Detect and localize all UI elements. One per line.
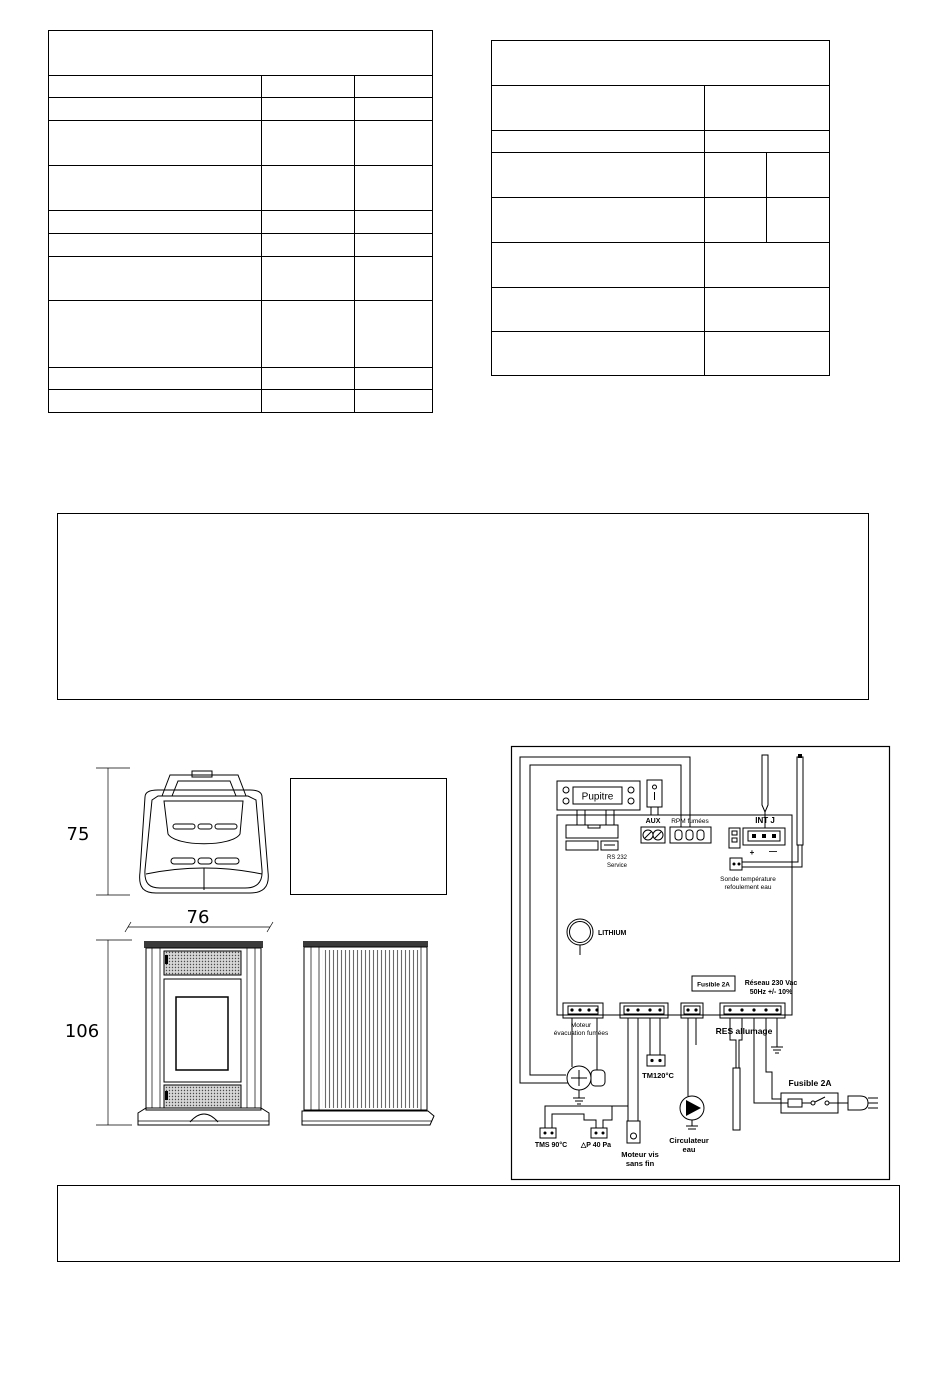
table-cell: [49, 257, 262, 301]
table-row: [492, 332, 830, 376]
table-cell: [705, 332, 830, 376]
table-cell: [262, 98, 355, 121]
table-cell: [49, 166, 262, 211]
table-row: [492, 288, 830, 332]
sonde-label-1: Sonde température: [720, 876, 776, 883]
top-grille: [164, 951, 241, 975]
pupitre-label: Pupitre: [581, 791, 614, 803]
table-cell: [705, 131, 830, 153]
tms-label: TMS 90°C: [534, 1142, 568, 1149]
minus-label: —: [769, 847, 777, 856]
reseau-label-1: Réseau 230 Vac: [744, 980, 798, 987]
table-cell: [262, 121, 355, 166]
table-cell: [49, 390, 262, 413]
table-row: [492, 198, 830, 243]
table-cell: [262, 211, 355, 234]
table-cell: [355, 211, 433, 234]
vis-label-1: Moteur vis: [621, 1150, 659, 1159]
table-cell: [355, 368, 433, 390]
circ-label-1: Circulateur: [669, 1136, 709, 1145]
table-cell: [705, 243, 830, 288]
table-cell: [262, 390, 355, 413]
wiring-diagram: [511, 746, 890, 1180]
table-row: [49, 368, 433, 390]
width-label: 76: [186, 907, 210, 928]
table-row: [492, 131, 830, 153]
table-cell: [49, 301, 262, 368]
rs232-label: RS 232: [606, 855, 628, 861]
plus-label: +: [749, 848, 755, 857]
table-row: [492, 86, 830, 131]
top-cap: [303, 941, 428, 947]
table-cell: [355, 234, 433, 257]
spec-table-left: [48, 30, 433, 413]
table-cell: [355, 76, 433, 98]
table-cell: [262, 368, 355, 390]
table-cell: [355, 257, 433, 301]
table-row: [49, 166, 433, 211]
table-cell: [262, 234, 355, 257]
table-cell: [355, 166, 433, 211]
aux-label: AUX: [645, 818, 661, 825]
stove-side-view: [302, 941, 434, 1125]
intj-label: INT J: [755, 816, 775, 825]
table-cell: [705, 86, 830, 131]
table-row: [49, 234, 433, 257]
depth-label: 75: [66, 824, 90, 845]
table-cell: [492, 86, 705, 131]
table-cell: [355, 301, 433, 368]
table-cell: [49, 98, 262, 121]
table-cell: [49, 121, 262, 166]
depth-dimension: [67, 768, 130, 895]
moteur-label-2: évacuation fumées: [553, 1030, 609, 1037]
stove-base: [138, 1108, 269, 1125]
tm120-label: TM120°C: [642, 1071, 674, 1080]
dimension-note-box: [290, 778, 447, 895]
table-row: [49, 98, 433, 121]
table-cell: [355, 121, 433, 166]
table-cell: [767, 198, 830, 243]
door-glass: [176, 997, 228, 1070]
table-row: [49, 257, 433, 301]
table-cell: [355, 98, 433, 121]
lithium-label: LITHIUM: [598, 930, 627, 937]
stove-base: [302, 1111, 434, 1125]
table-row: [49, 121, 433, 166]
table-cell: [49, 211, 262, 234]
table-row: [492, 243, 830, 288]
table-cell: [492, 153, 705, 198]
table-row: [49, 301, 433, 368]
table-cell: [492, 288, 705, 332]
notice-box: [57, 513, 869, 700]
table-cell: [262, 76, 355, 98]
res-label: RES allumage: [715, 1026, 773, 1036]
table-row: [49, 211, 433, 234]
board-fuse-label: Fusible 2A: [697, 981, 730, 989]
spec-table-right: [491, 40, 830, 376]
vis-label-2: sans fin: [625, 1159, 655, 1168]
table-cell: [49, 368, 262, 390]
stove-front-view: [138, 941, 269, 1125]
table-cell: [492, 131, 705, 153]
dp-label: △P 40 Pa: [580, 1142, 612, 1149]
table-cell: [492, 198, 705, 243]
table-row: [49, 390, 433, 413]
table-cell: [49, 76, 262, 98]
footer-note-box: [57, 1185, 900, 1262]
table-cell: [262, 166, 355, 211]
circ-label-2: eau: [682, 1145, 696, 1154]
top-cap: [144, 941, 263, 948]
table-row: [492, 153, 830, 198]
height-label: 106: [64, 1021, 100, 1042]
reseau-label-2: 50Hz +/- 10%: [749, 989, 793, 996]
table-header: [49, 31, 433, 76]
moteur-label-1: Moteur: [570, 1022, 592, 1029]
diagram-frame: [512, 747, 890, 1180]
table-cell: [705, 153, 767, 198]
height-dimension: [65, 940, 132, 1125]
service-label: Service: [606, 863, 628, 869]
rpm-label: RPM fumées: [671, 818, 709, 825]
table-cell: [492, 243, 705, 288]
table-cell: [49, 234, 262, 257]
table-cell: [262, 301, 355, 368]
table-cell: [767, 153, 830, 198]
bottom-grille: [164, 1085, 241, 1108]
table-header: [492, 41, 830, 86]
sonde-label-2: refoulement eau: [724, 884, 772, 891]
side-fins: [322, 950, 419, 1108]
fuse-line-label: Fusible 2A: [788, 1078, 832, 1088]
table-cell: [705, 288, 830, 332]
width-dimension: [125, 907, 273, 932]
table-cell: [492, 332, 705, 376]
stove-top-view: [140, 771, 269, 893]
table-cell: [705, 198, 767, 243]
table-cell: [355, 390, 433, 413]
table-row: [49, 76, 433, 98]
table-cell: [262, 257, 355, 301]
